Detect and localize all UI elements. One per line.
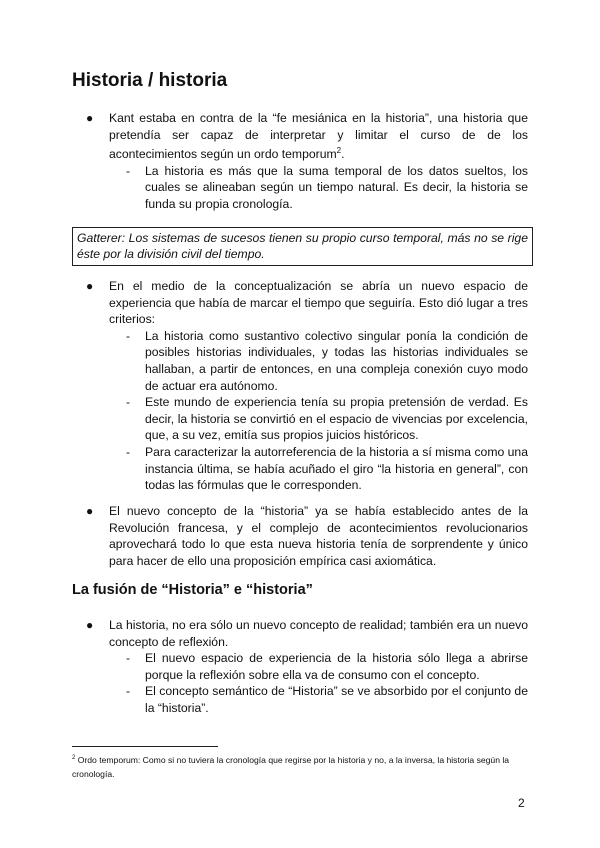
bullet-icon: ● xyxy=(86,618,94,632)
list-item xyxy=(72,617,528,717)
bullet-text: En el medio de la conceptualización se abría un nuevo espacio de experiencia que había de marcar el tiempo que seguiría. Esto dió lugar a tres criterios: xyxy=(109,279,528,327)
dash-icon: - xyxy=(126,395,131,410)
dash-icon: - xyxy=(126,163,131,178)
sub-item-text: El concepto semántico de “Historia” se ve absorbido por el conjunto de la “historia”. xyxy=(145,684,528,715)
sub-list-item xyxy=(109,394,528,444)
sub-list-item xyxy=(109,650,528,683)
section-heading: La fusión de “Historia” e “historia” xyxy=(72,582,313,598)
list-item xyxy=(72,110,528,213)
section-kant xyxy=(72,110,528,213)
bullet-icon: ● xyxy=(86,279,94,293)
sub-list-item xyxy=(109,163,528,213)
sub-item-text: La historia como sustantivo colectivo singular ponía la condición de posibles historias individuales, y todas las historias individuales se hallaban, a partir de entonces, en una compleja conexión cuyo modo de actuar era autónomo. xyxy=(145,328,528,393)
dash-icon: - xyxy=(126,444,131,459)
footnote xyxy=(72,751,528,781)
sub-item-text: El nuevo espacio de experiencia de la historia sólo llega a abrirse porque la reflexión sobre ella va de consumo con el concepto. xyxy=(145,651,528,682)
section-revolucion xyxy=(72,503,528,569)
bullet-text: El nuevo concepto de la “historia” ya se había establecido antes de la Revolución francesa, y el complejo de acontecimientos revolucionarios aprovechará todo lo que esta nueva historia tenía de sorprendente y único para hacer de ello una proposición empírica casi axiomática. xyxy=(109,504,528,568)
bullet-icon: ● xyxy=(86,111,94,125)
section-fusion xyxy=(72,617,528,717)
sub-item-text: Este mundo de experiencia tenía su propia pretensión de verdad. Es decir, la historia se convirtió en el espacio de vivencias por excelencia, que, a su vez, emitía sus propios juicios históricos. xyxy=(145,395,528,443)
page-title: Historia / historia xyxy=(72,70,228,91)
footnote-text: Ordo temporum: Como si no tuviera la cronología que regirse por la historia y no, a la inversa, la historia según la cronología. xyxy=(72,754,510,779)
dash-icon: - xyxy=(126,651,131,666)
dash-icon: - xyxy=(126,684,131,699)
sub-list-item xyxy=(109,328,528,394)
sub-list-item xyxy=(109,683,528,716)
bullet-text: La historia, no era sólo un nuevo concepto de realidad; también era un nuevo concepto de reflexión. xyxy=(109,618,528,649)
sub-item-text: Para caracterizar la autorreferencia de la historia a sí misma como una instancia última, se había acuñado el giro “la historia en general”, con todas las fórmulas que le corresponden. xyxy=(145,444,528,493)
list-item xyxy=(72,503,528,569)
bullet-text: Kant estaba en contra de la “fe mesiánica en la historia”, una historia que pretendía ser capaz de interpretar y limitar el curso de de los acontecimientos según un ordo temporum xyxy=(109,111,528,162)
bullet-text-end: . xyxy=(341,147,345,162)
page-number: 2 xyxy=(518,796,525,810)
gatterer-callout: Gatterer: Los sistemas de sucesos tienen su propio curso temporal, más no se rige éste por la división civil del tiempo. xyxy=(72,227,533,266)
footnote-number: 2 xyxy=(72,755,76,761)
sub-list-item xyxy=(109,444,528,494)
bullet-icon: ● xyxy=(86,504,94,518)
section-conceptualizacion xyxy=(72,278,528,494)
list-item xyxy=(72,278,528,494)
dash-icon: - xyxy=(126,328,131,343)
footnote-ref[interactable]: 2 xyxy=(336,146,342,156)
footnote-divider xyxy=(72,746,218,747)
sub-item-text: La historia es más que la suma temporal de los datos sueltos, los cuales se alineaban según un tiempo natural. Es decir, la historia se funda su propia cronología. xyxy=(145,163,528,212)
